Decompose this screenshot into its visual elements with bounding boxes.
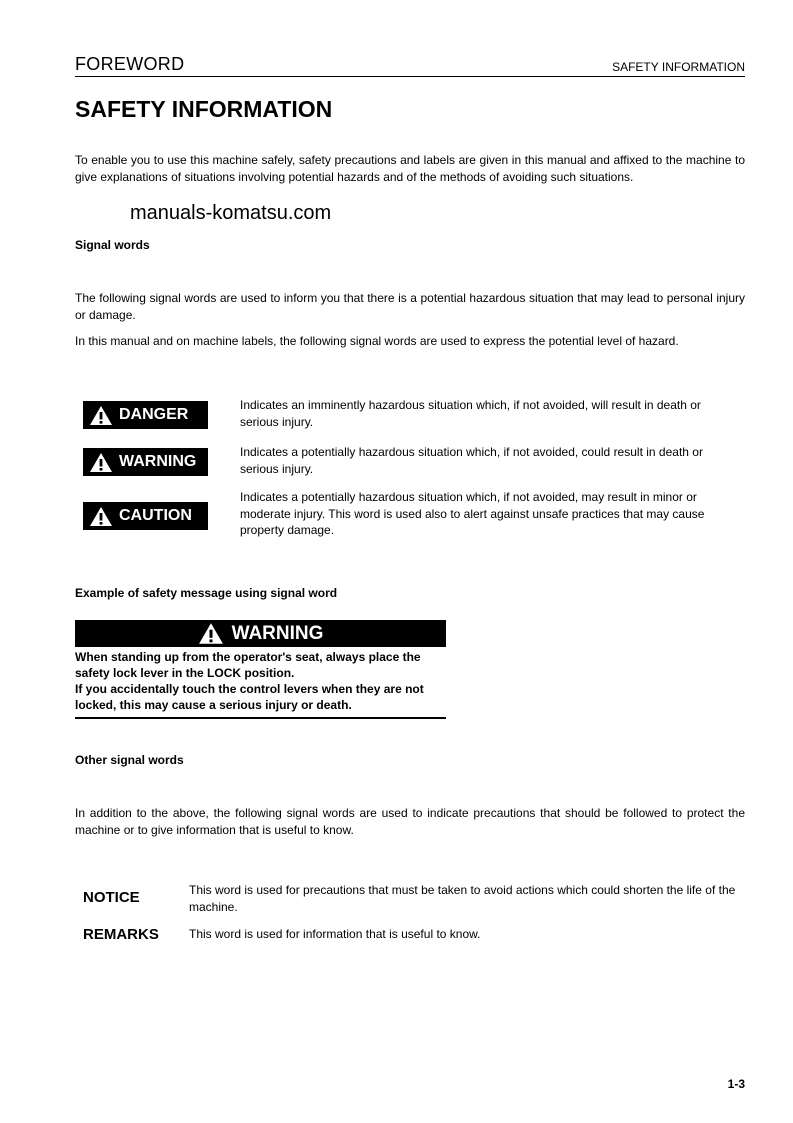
page-title: SAFETY INFORMATION (75, 96, 333, 122)
remarks-description: This word is used for information that is useful to know. (189, 927, 481, 941)
signal-words-paragraph-1: The following signal words are used to inform you that there is a potential hazardous situation that may lead to personal injury or damage. (75, 291, 745, 322)
example-warning-message (75, 649, 446, 713)
other-signal-words-heading: Other signal words (75, 753, 184, 767)
caution-label: CAUTION (119, 507, 192, 524)
example-heading: Example of safety message using signal word (75, 586, 338, 600)
warning-badge (83, 448, 208, 476)
signal-words-paragraph-2: In this manual and on machine labels, the following signal words are used to express the potential level of hazard. (75, 334, 679, 348)
example-warning-bar (75, 620, 446, 647)
page-number: 1-3 (727, 1077, 745, 1091)
danger-label: DANGER (119, 406, 189, 423)
warning-label: WARNING (119, 453, 197, 470)
danger-badge (83, 401, 208, 429)
alert-triangle-icon (198, 622, 224, 645)
example-warning-line-2: If you accidentally touch the control levers when they are not locked, this may cause a serious injury or death. (75, 682, 424, 712)
header-section: FOREWORD (75, 54, 185, 74)
alert-triangle-icon (89, 405, 113, 426)
alert-triangle-icon (89, 452, 113, 473)
notice-description: This word is used for precautions that must be taken to avoid actions which could shorten the life of the machine. (189, 883, 736, 914)
header-chapter: SAFETY INFORMATION (612, 60, 745, 74)
example-warning-label: WARNING (231, 622, 324, 644)
caution-badge (83, 502, 208, 530)
example-warning-line-1: When standing up from the operator's seat, always place the safety lock lever in the LOCK position. (75, 650, 421, 680)
example-warning-bottom-rule (75, 717, 446, 719)
intro-paragraph: To enable you to use this machine safely, safety precautions and labels are given in this manual and affixed to the machine to give explanations of situations involving potential hazards and of the methods of avoiding such situations. (75, 153, 745, 184)
alert-triangle-icon (89, 506, 113, 527)
watermark-text: manuals-komatsu.com (130, 202, 332, 224)
remarks-term: REMARKS (83, 926, 159, 943)
caution-description: Indicates a potentially hazardous situation which, if not avoided, may result in minor or moderate injury. This word is used also to alert against unsafe practices that may cause property damage. (240, 490, 705, 537)
notice-term: NOTICE (83, 889, 140, 906)
other-signal-words-paragraph: In addition to the above, the following signal words are used to indicate precautions that should be followed to protect the machine or to give information that is useful to know. (75, 806, 745, 837)
danger-description: Indicates an imminently hazardous situation which, if not avoided, will result in death or serious injury. (240, 398, 701, 429)
warning-description: Indicates a potentially hazardous situation which, if not avoided, could result in death or serious injury. (240, 445, 703, 476)
signal-words-heading: Signal words (75, 238, 150, 252)
header-divider (75, 76, 745, 77)
